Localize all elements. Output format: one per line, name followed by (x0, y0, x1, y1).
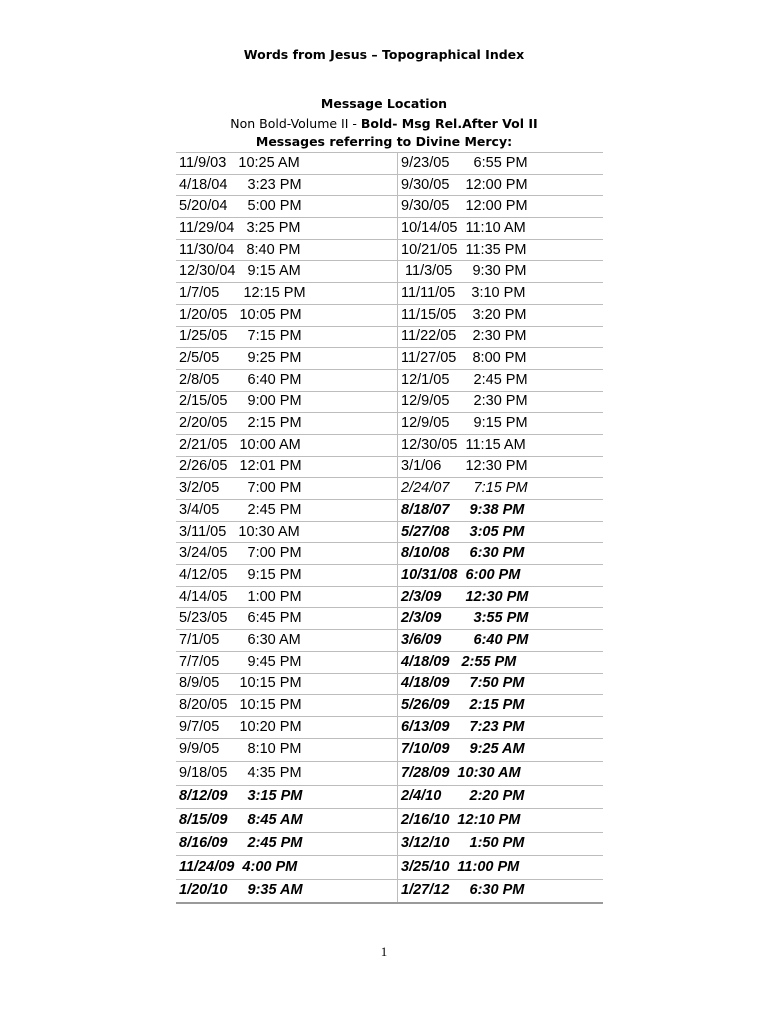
left-entry: 1/20/05 10:05 PM (176, 304, 398, 326)
right-entry: 3/6/09 6:40 PM (398, 630, 604, 652)
table-row (176, 326, 603, 348)
table-row (176, 673, 603, 695)
right-entry: 9/23/05 6:55 PM (398, 153, 604, 175)
right-entry: 12/9/05 2:30 PM (398, 391, 604, 413)
right-entry: 9/30/05 12:00 PM (398, 196, 604, 218)
left-entry: 3/24/05 7:00 PM (176, 543, 398, 565)
right-entry: 4/18/09 2:55 PM (398, 651, 604, 673)
table-row (176, 809, 603, 833)
right-entry: 10/21/05 11:35 PM (398, 239, 604, 261)
left-entry: 2/21/05 10:00 AM (176, 434, 398, 456)
document-title: Words from Jesus – Topographical Index (243, 47, 525, 62)
legend-line (0, 116, 768, 131)
left-entry: 3/2/05 7:00 PM (176, 478, 398, 500)
table-row (176, 521, 603, 543)
left-entry: 12/30/04 9:15 AM (176, 261, 398, 283)
table-row (176, 695, 603, 717)
right-entry: 3/12/10 1:50 PM (398, 832, 604, 856)
right-entry: 3/25/10 11:00 PM (398, 856, 604, 880)
table-row (176, 651, 603, 673)
table-row (176, 261, 603, 283)
left-entry: 2/5/05 9:25 PM (176, 348, 398, 370)
left-entry: 7/7/05 9:45 PM (176, 651, 398, 673)
table-row (176, 478, 603, 500)
table-row (176, 369, 603, 391)
right-entry: 9/30/05 12:00 PM (398, 174, 604, 196)
table-caption: Messages referring to Divine Mercy: (255, 134, 513, 149)
legend-bold: Bold- Msg Rel.After Vol II (360, 116, 538, 131)
right-entry: 6/13/09 7:23 PM (398, 716, 604, 738)
left-entry: 5/23/05 6:45 PM (176, 608, 398, 630)
table-row (176, 196, 603, 218)
table-row (176, 283, 603, 305)
right-entry: 12/9/05 9:15 PM (398, 413, 604, 435)
right-entry: 11/11/05 3:10 PM (398, 283, 604, 305)
table-row (176, 500, 603, 522)
left-entry: 9/9/05 8:10 PM (176, 738, 398, 762)
legend-regular: Non Bold-Volume II - (230, 116, 361, 131)
left-entry: 1/20/10 9:35 AM (176, 879, 398, 903)
right-entry: 3/1/06 12:30 PM (398, 456, 604, 478)
right-entry: 7/28/09 10:30 AM (398, 762, 604, 786)
left-entry: 4/18/04 3:23 PM (176, 174, 398, 196)
section-heading: Message Location (320, 96, 448, 111)
right-entry: 5/27/08 3:05 PM (398, 521, 604, 543)
table-row (176, 608, 603, 630)
table-row (176, 413, 603, 435)
right-entry: 11/3/05 9:30 PM (398, 261, 604, 283)
table-row (176, 879, 603, 903)
left-entry: 1/7/05 12:15 PM (176, 283, 398, 305)
right-entry: 2/16/10 12:10 PM (398, 809, 604, 833)
left-entry: 2/8/05 6:40 PM (176, 369, 398, 391)
right-entry: 2/3/09 12:30 PM (398, 586, 604, 608)
left-entry: 8/9/05 10:15 PM (176, 673, 398, 695)
right-entry: 8/18/07 9:38 PM (398, 500, 604, 522)
message-index-table (176, 152, 603, 904)
right-entry: 1/27/12 6:30 PM (398, 879, 604, 903)
left-entry: 11/9/03 10:25 AM (176, 153, 398, 175)
table-row (176, 832, 603, 856)
right-entry: 12/1/05 2:45 PM (398, 369, 604, 391)
right-entry: 4/18/09 7:50 PM (398, 673, 604, 695)
left-entry: 8/16/09 2:45 PM (176, 832, 398, 856)
left-entry: 9/18/05 4:35 PM (176, 762, 398, 786)
left-entry: 3/4/05 2:45 PM (176, 500, 398, 522)
left-entry: 11/30/04 8:40 PM (176, 239, 398, 261)
table-row (176, 565, 603, 587)
left-entry: 2/26/05 12:01 PM (176, 456, 398, 478)
table-row (176, 586, 603, 608)
table-row (176, 738, 603, 762)
right-entry: 5/26/09 2:15 PM (398, 695, 604, 717)
page-number: 1 (380, 944, 388, 959)
table-row (176, 762, 603, 786)
table-row (176, 434, 603, 456)
right-entry: 10/14/05 11:10 AM (398, 218, 604, 240)
table-row (176, 456, 603, 478)
table-row (176, 630, 603, 652)
left-entry: 9/7/05 10:20 PM (176, 716, 398, 738)
left-entry: 1/25/05 7:15 PM (176, 326, 398, 348)
left-entry: 11/29/04 3:25 PM (176, 218, 398, 240)
right-entry: 2/4/10 2:20 PM (398, 785, 604, 809)
table-row (176, 304, 603, 326)
left-entry: 3/11/05 10:30 AM (176, 521, 398, 543)
table-row (176, 543, 603, 565)
left-entry: 2/15/05 9:00 PM (176, 391, 398, 413)
table-row (176, 856, 603, 880)
left-entry: 8/20/05 10:15 PM (176, 695, 398, 717)
left-entry: 8/15/09 8:45 AM (176, 809, 398, 833)
left-entry: 5/20/04 5:00 PM (176, 196, 398, 218)
table-row (176, 785, 603, 809)
left-entry: 2/20/05 2:15 PM (176, 413, 398, 435)
right-entry: 2/3/09 3:55 PM (398, 608, 604, 630)
right-entry: 12/30/05 11:15 AM (398, 434, 604, 456)
right-entry: 11/22/05 2:30 PM (398, 326, 604, 348)
table-row (176, 174, 603, 196)
table-row (176, 716, 603, 738)
right-entry: 8/10/08 6:30 PM (398, 543, 604, 565)
table-row (176, 218, 603, 240)
table-row (176, 391, 603, 413)
left-entry: 11/24/09 4:00 PM (176, 856, 398, 880)
left-entry: 4/12/05 9:15 PM (176, 565, 398, 587)
table-row (176, 153, 603, 175)
left-entry: 8/12/09 3:15 PM (176, 785, 398, 809)
left-entry: 4/14/05 1:00 PM (176, 586, 398, 608)
right-entry: 11/15/05 3:20 PM (398, 304, 604, 326)
right-entry: 2/24/07 7:15 PM (398, 478, 604, 500)
right-entry: 7/10/09 9:25 AM (398, 738, 604, 762)
left-entry: 7/1/05 6:30 AM (176, 630, 398, 652)
table-row (176, 348, 603, 370)
table-row (176, 239, 603, 261)
right-entry: 10/31/08 6:00 PM (398, 565, 604, 587)
right-entry: 11/27/05 8:00 PM (398, 348, 604, 370)
